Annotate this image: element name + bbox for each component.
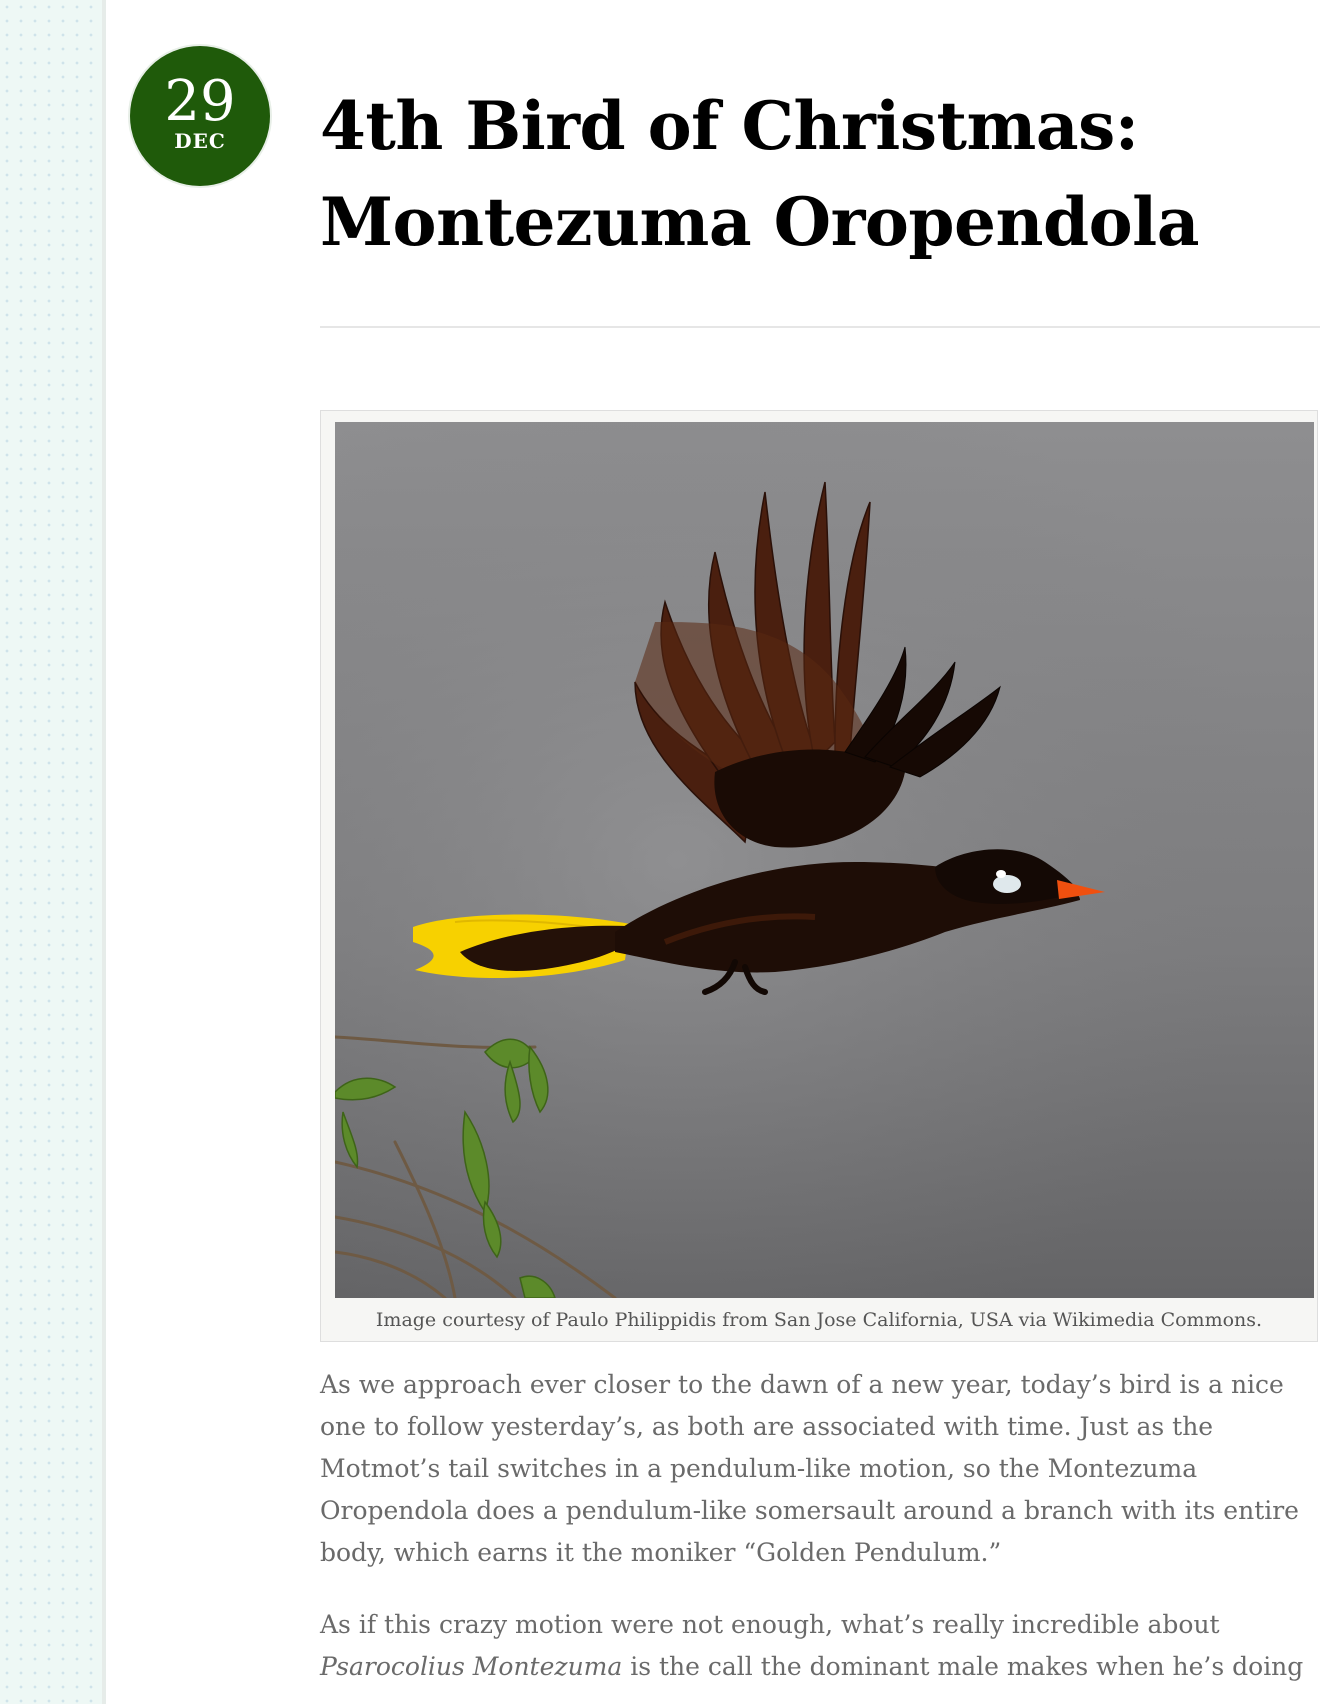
date-day: 29 (164, 69, 236, 134)
post-paragraph-1: As we approach ever closer to the dawn of a new year, today’s bird is a nice one to follow yesterday’s, as both are associated with time. Just as the Motmot’s tail switches in a pendulum-like motion, so the Montezuma Oropendola does a pendulum-like somersault around a branch with its entire body, which earns it the moniker “Golden Pendulum.” (320, 1370, 1299, 1567)
species-name: Psarocolius Montezuma (320, 1652, 623, 1681)
date-month: DEC (174, 129, 226, 153)
title-divider (320, 326, 1320, 328)
blog-post-page (102, 0, 1324, 1704)
post-paragraph-2 (320, 1604, 1310, 1688)
paragraph-2-start: As if this crazy motion were not enough, what’s really incredible about (320, 1610, 1220, 1639)
post-title[interactable]: 4th Bird of Christmas: Montezuma Oropendola (320, 87, 1200, 261)
post-figure (320, 410, 1318, 1342)
bird-photo[interactable] (335, 422, 1314, 1298)
image-caption: Image courtesy of Paulo Philippidis from San Jose California, USA via Wikimedia Commons. (375, 1309, 1263, 1331)
paragraph-2-rest: is the call the dominant male makes when he’s doing (622, 1652, 1304, 1681)
date-badge (130, 46, 270, 186)
